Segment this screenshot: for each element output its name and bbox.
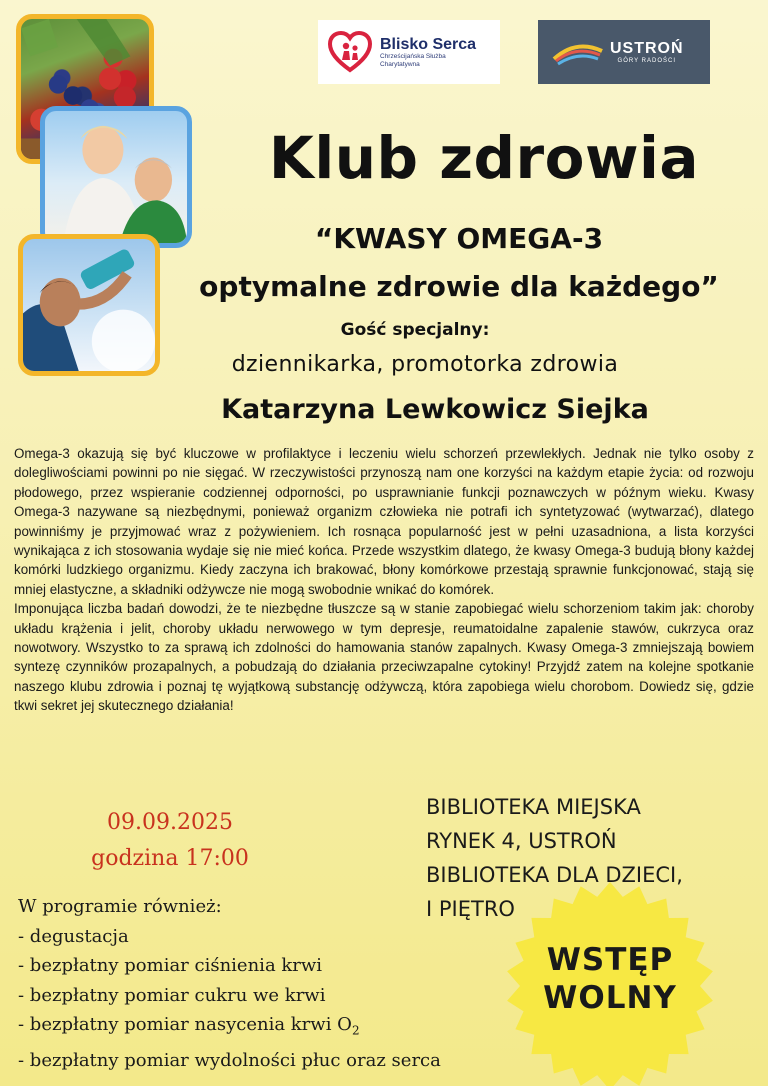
venue-line: BIBLIOTEKA DLA DZIECI, xyxy=(426,863,683,887)
ustron-name: USTROŃ xyxy=(610,40,684,57)
woman-drinking-water-photo xyxy=(18,234,160,376)
program-item: - bezpłatny pomiar ciśnienia krwi xyxy=(18,955,323,976)
guest-label: Gość specjalny: xyxy=(340,320,490,340)
guest-role: dziennikarka, promotorka zdrowia xyxy=(231,352,619,377)
program-item: - degustacja xyxy=(18,925,129,947)
event-date: 09.09.2025 xyxy=(107,810,233,835)
program-heading: W programie również: xyxy=(18,896,222,917)
guest-name: Katarzyna Lewkowicz Siejka xyxy=(221,394,649,425)
event-time: godzina 17:00 xyxy=(91,846,249,871)
o2-subscript: 2 xyxy=(351,1023,360,1038)
description-paragraph-2: Imponująca liczba badań dowodzi, że te niezbędne tłuszcze są w stanie zapobiegać wielu schorzeniom takim jak: choroby układu krążenia i jelit, choroby układu nerwowego w tym depresje, reumatoidalne zapalenie stawów, cukrzyca oraz nowotwory. Wszystko to za sprawą ich zdolności do hamowania stanów zapalnych. Kwasy Omega-3 zmniejszają bowiem syntezę czynników prozapalnych, a pobudzają do działania przeciwzapalne cytokiny! Przyjdź zatem na kolejne spotkanie naszego klubu zdrowia i poznaj tę wyjątkową substancję odżywczą, która zapobiega wielu chorobom. Dowiedz się, gdzie tkwi sekret jej skutecznego działania! xyxy=(14,601,754,714)
program-item-oxygen xyxy=(18,1010,518,1046)
badge-line-2: WOLNY xyxy=(543,980,677,1016)
program-item: - bezpłatny pomiar cukru we krwi xyxy=(18,984,326,1006)
blisko-serca-logo xyxy=(318,20,500,84)
venue-line: BIBLIOTEKA MIEJSKA xyxy=(426,795,641,819)
blisko-serca-subtitle: Chrześcijańska Służba Charytatywna xyxy=(380,52,446,68)
ustron-logo xyxy=(538,20,710,84)
description xyxy=(14,444,754,716)
page-title: Klub zdrowia xyxy=(268,124,700,192)
description-paragraph-1: Omega-3 okazują się być kluczowe w profilaktyce i leczeniu wielu schorzeń przewlekłych. Jednak nie tylko osoby z dolegliwościami powinni po nie sięgać. W rzeczywistości przynoszą nam one korzyści na każdym etapie życia: od rozwoju płodowego, przez wspieranie codziennej odporności, po usprawnianie funkcji poznawczych w późnym wieku. Kwasy Omega-3 nazywane są niezbędnymi, ponieważ organizm człowieka nie potrafi ich syntetyzować (wytwarzać), dlatego powinniśmy je przyjmować wraz z pożywieniem. Ich rosnąca popularność jest w pełni uzasadniona, a lista korzyści wynikająca z ich stosowania wydaje się nie mieć końca. Przede wszystkim dlatego, że kwasy Omega-3 budują błony każdej komórki ludzkiego organizmu. Kiedy zaczyna ich brakować, błony komórkowe przestają sprawnie funkcjonować, stają się mniej elastyczne, a składniki odżywcze nie mogą swobodnie wnikać do komórek. xyxy=(14,446,754,597)
venue-line: RYNEK 4, USTROŃ xyxy=(426,829,617,853)
subtitle-line-1: “KWASY OMEGA-3 xyxy=(314,222,604,255)
program-item-text: - bezpłatny pomiar nasycenia krwi O xyxy=(18,1014,352,1035)
badge-line-1: WSTĘP xyxy=(546,942,674,978)
program-list xyxy=(18,892,518,1076)
venue-line: I PIĘTRO xyxy=(426,897,515,921)
free-entry-badge xyxy=(500,876,720,1086)
program-item: - bezpłatny pomiar wydolności płuc oraz serca xyxy=(18,1050,441,1072)
ustron-subtitle: GÓRY RADOŚCI xyxy=(617,58,677,64)
blisko-serca-name: Blisko Serca xyxy=(380,35,477,53)
ustron-swoosh-icon xyxy=(552,37,604,67)
subtitle-line-2: optymalne zdrowie dla każdego” xyxy=(199,270,719,303)
heart-family-icon xyxy=(328,30,372,74)
